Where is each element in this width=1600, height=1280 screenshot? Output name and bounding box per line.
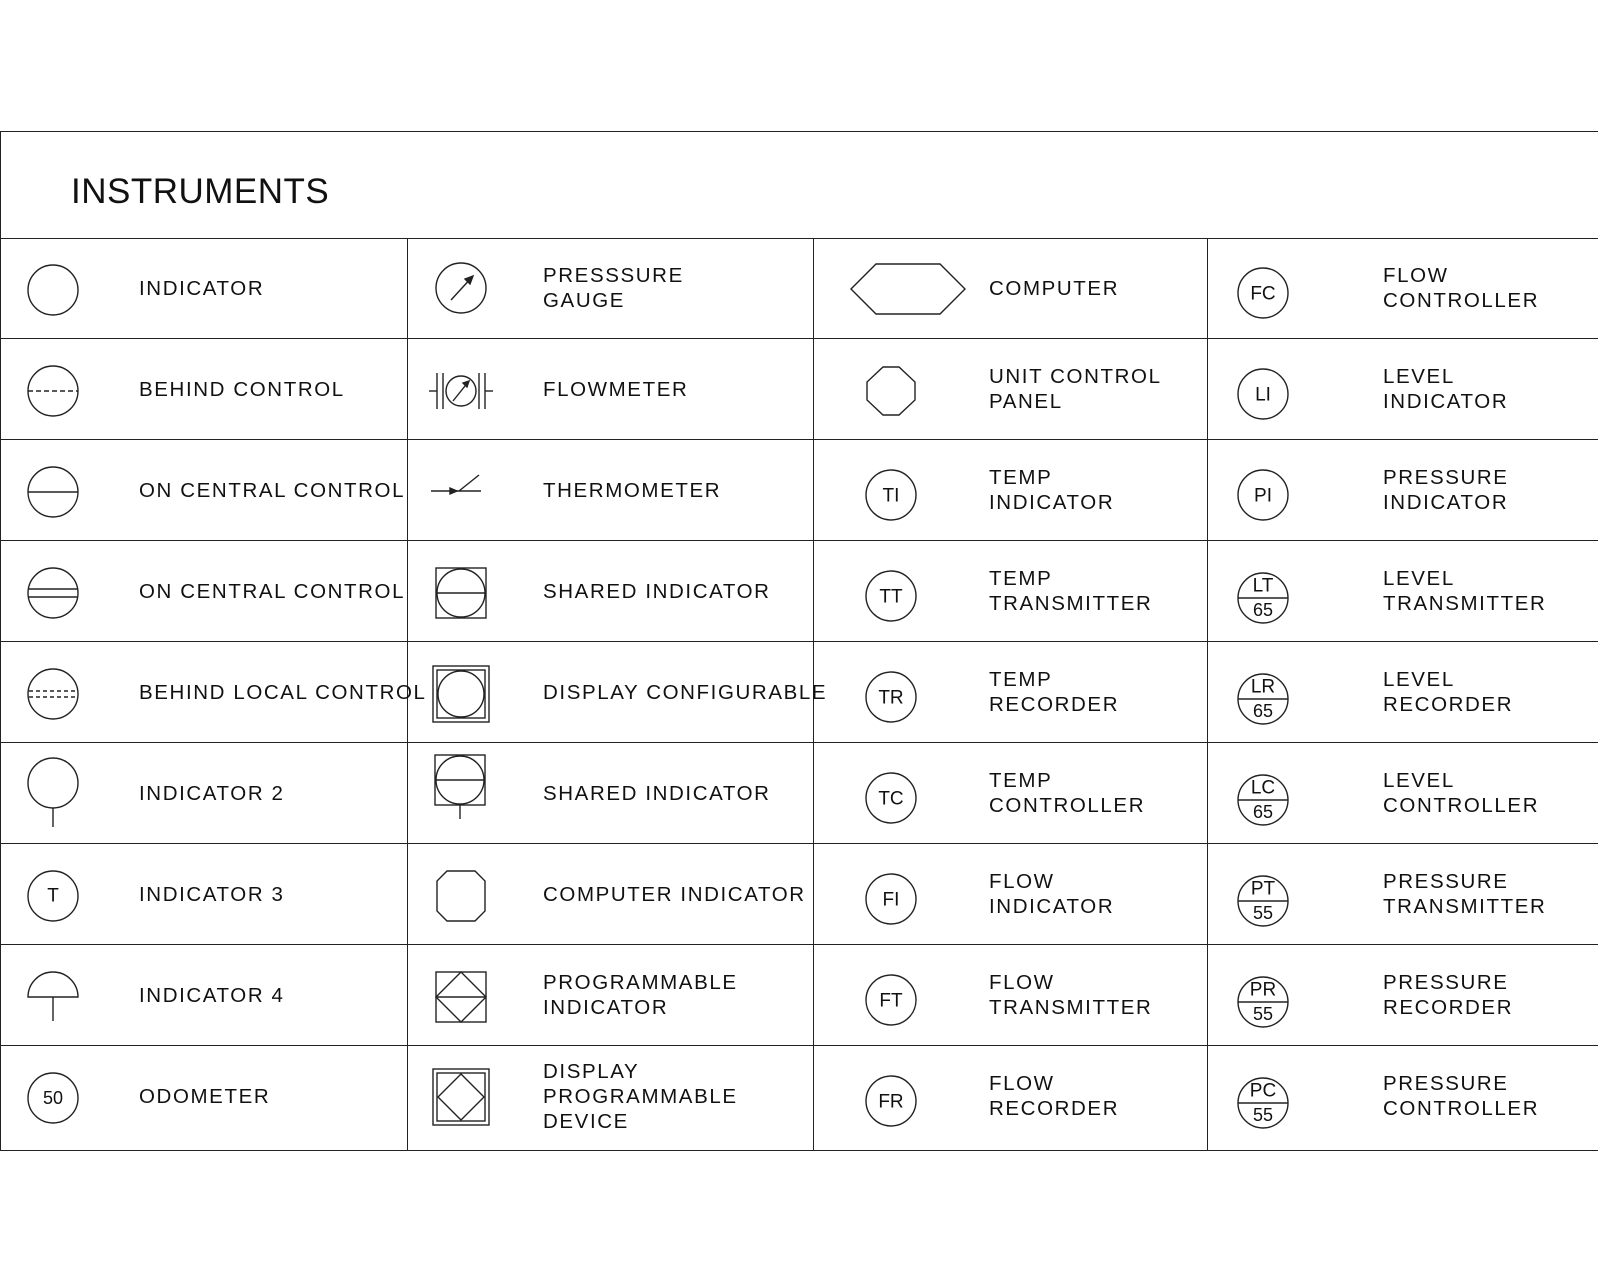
symbol-text: 65: [1252, 802, 1274, 822]
thermometer-icon: [429, 440, 549, 540]
title-row: [1, 132, 1598, 239]
indicator-stem-icon: [21, 743, 141, 843]
tag-circle-icon: [859, 541, 979, 641]
legend-label: BEHIND LOCAL CONTROL: [139, 680, 427, 704]
tag-circle-icon: [859, 743, 979, 843]
legend-label: ON CENTRAL CONTROL: [139, 579, 406, 603]
legend-label: PRESSSURE GAUGE: [543, 264, 684, 312]
legend-label: FLOW INDICATOR: [989, 870, 1115, 918]
symbol-text: PT: [1250, 878, 1276, 900]
legend-label: INDICATOR 4: [139, 983, 285, 1007]
legend-label: SHARED INDICATOR: [543, 781, 771, 805]
tag-split-circle-icon: [1231, 642, 1351, 742]
legend-label: FLOW CONTROLLER: [1383, 264, 1540, 312]
central-control-double-icon: [21, 541, 141, 641]
display-configurable-icon: [429, 642, 549, 742]
legend-label: ON CENTRAL CONTROL: [139, 478, 406, 502]
tag-split-circle-icon: [1231, 541, 1351, 641]
symbol-text: FR: [878, 1091, 904, 1113]
legend-label: LEVEL TRANSMITTER: [1383, 567, 1547, 615]
symbol-text: LR: [1250, 676, 1276, 698]
tag-circle-icon: [859, 642, 979, 742]
symbol-text: TR: [878, 687, 904, 709]
instruments-legend-table: [0, 131, 1598, 1151]
tag-circle-icon: [1231, 339, 1351, 439]
legend-label: INDICATOR 3: [139, 882, 285, 906]
legend-label: COMPUTER INDICATOR: [543, 882, 806, 906]
legend-label: FLOWMETER: [543, 377, 689, 401]
symbol-text: 55: [1252, 1105, 1274, 1125]
legend-label: INDICATOR 2: [139, 781, 285, 805]
shared-indicator-icon: [429, 541, 549, 641]
legend-grid: [1, 238, 1598, 1150]
table-row: [1, 743, 1598, 844]
tag-circle-icon: [859, 844, 979, 944]
tag-circle-icon: [859, 1046, 979, 1146]
legend-label: LEVEL INDICATOR: [1383, 365, 1509, 413]
shared-indicator-stem-icon: [429, 743, 549, 843]
legend-label: BEHIND CONTROL: [139, 377, 345, 401]
table-row: [1, 1046, 1598, 1147]
table-row: [1, 541, 1598, 642]
legend-label: TEMP TRANSMITTER: [989, 567, 1153, 615]
programmable-indicator-icon: [429, 945, 549, 1045]
central-control-icon: [21, 440, 141, 540]
page-title: INSTRUMENTS: [71, 172, 330, 211]
legend-label: LEVEL RECORDER: [1383, 668, 1514, 716]
legend-label: TEMP INDICATOR: [989, 466, 1115, 514]
odometer-icon: [21, 1046, 141, 1146]
legend-label: DISPLAY PROGRAMMABLE DEVICE: [543, 1059, 738, 1133]
unit-control-panel-icon: [859, 339, 979, 439]
tag-circle-icon: [859, 440, 979, 540]
display-programmable-device-icon: [429, 1046, 549, 1146]
symbol-text: FI: [882, 889, 900, 911]
legend-label: PRESSURE RECORDER: [1383, 971, 1514, 1019]
computer-hexagon-icon: [859, 238, 979, 338]
legend-label: INDICATOR: [139, 276, 265, 300]
legend-label: PROGRAMMABLE INDICATOR: [543, 971, 738, 1019]
legend-label: PRESSURE TRANSMITTER: [1383, 870, 1547, 918]
tag-split-circle-icon: [1231, 743, 1351, 843]
indicator-circle-icon: [21, 238, 141, 338]
legend-label: TEMP CONTROLLER: [989, 769, 1146, 817]
table-row: [1, 339, 1598, 440]
symbol-text: 50: [42, 1088, 64, 1108]
legend-label: SHARED INDICATOR: [543, 579, 771, 603]
legend-label: FLOW TRANSMITTER: [989, 971, 1153, 1019]
symbol-text: LI: [1255, 384, 1271, 406]
legend-label: COMPUTER: [989, 276, 1120, 300]
symbol-text: T: [47, 885, 59, 907]
symbol-text: TC: [878, 788, 904, 810]
legend-label: PRESSURE INDICATOR: [1383, 466, 1509, 514]
symbol-text: PR: [1249, 979, 1277, 1001]
tag-split-circle-icon: [1231, 844, 1351, 944]
symbol-text: PI: [1254, 485, 1272, 507]
tag-circle-icon: [859, 945, 979, 1045]
flowmeter-icon: [429, 339, 549, 439]
legend-label: THERMOMETER: [543, 478, 722, 502]
symbol-text: TT: [879, 586, 903, 608]
table-row: [1, 844, 1598, 945]
legend-label: DISPLAY CONFIGURABLE: [543, 680, 828, 704]
indicator-t-icon: [21, 844, 141, 944]
symbol-text: PC: [1249, 1080, 1277, 1102]
computer-indicator-icon: [429, 844, 549, 944]
legend-label: ODOMETER: [139, 1084, 271, 1108]
symbol-text: TI: [882, 485, 900, 507]
legend-label: UNIT CONTROL PANEL: [989, 365, 1162, 413]
symbol-text: FC: [1250, 283, 1276, 305]
symbol-text: 55: [1252, 903, 1274, 923]
legend-label: TEMP RECORDER: [989, 668, 1120, 716]
indicator-dome-icon: [21, 945, 141, 1045]
symbol-text: 65: [1252, 701, 1274, 721]
table-row: [1, 440, 1598, 541]
behind-local-control-icon: [21, 642, 141, 742]
symbol-text: 55: [1252, 1004, 1274, 1024]
tag-circle-icon: [1231, 238, 1351, 338]
symbol-text: LC: [1250, 777, 1276, 799]
table-row: [1, 945, 1598, 1046]
symbol-text: 65: [1252, 600, 1274, 620]
symbol-text: LT: [1252, 575, 1274, 597]
legend-label: FLOW RECORDER: [989, 1072, 1120, 1120]
table-row: [1, 238, 1598, 339]
pressure-gauge-icon: [429, 238, 549, 338]
tag-circle-icon: [1231, 440, 1351, 540]
symbol-text: FT: [879, 990, 903, 1012]
behind-control-icon: [21, 339, 141, 439]
legend-label: LEVEL CONTROLLER: [1383, 769, 1540, 817]
legend-label: PRESSURE CONTROLLER: [1383, 1072, 1540, 1120]
tag-split-circle-icon: [1231, 1046, 1351, 1146]
table-row: [1, 642, 1598, 743]
tag-split-circle-icon: [1231, 945, 1351, 1045]
